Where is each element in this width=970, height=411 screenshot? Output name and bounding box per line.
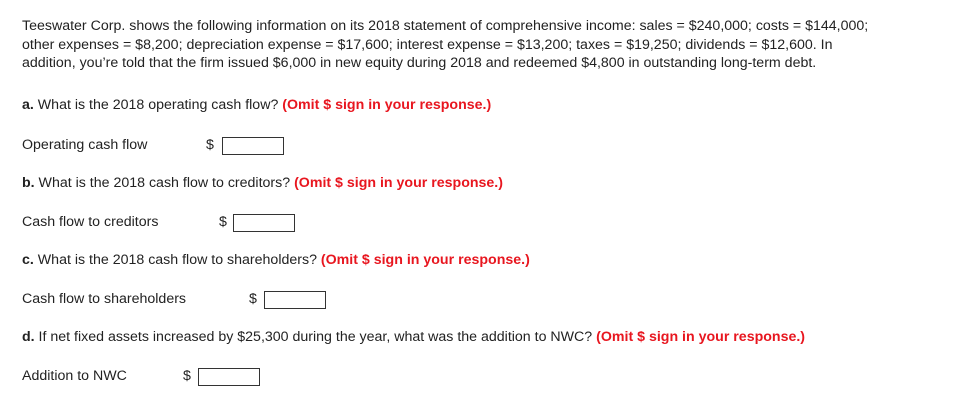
question-text: What is the 2018 cash flow to creditors? xyxy=(34,175,295,191)
question-c xyxy=(22,252,530,268)
addition-to-nwc-label: Addition to NWC xyxy=(22,368,127,384)
cash-flow-to-shareholders-input[interactable] xyxy=(264,291,326,309)
dollar-sign: $ xyxy=(249,291,257,307)
question-text: What is the 2018 cash flow to shareholders? xyxy=(33,252,321,268)
omit-dollar-note: (Omit $ sign in your response.) xyxy=(282,97,492,113)
problem-statement-line: other expenses = $8,200; depreciation expense = $17,600; interest expense = $13,200; taxes = $19,250; dividends = $12,600. In xyxy=(22,36,833,53)
question-letter: a. xyxy=(22,97,34,113)
operating-cash-flow-input[interactable] xyxy=(222,137,284,155)
dollar-sign: $ xyxy=(206,137,214,153)
question-letter: d. xyxy=(22,329,35,345)
dollar-sign: $ xyxy=(183,368,191,384)
omit-dollar-note: (Omit $ sign in your response.) xyxy=(596,329,806,345)
omit-dollar-note: (Omit $ sign in your response.) xyxy=(320,252,530,268)
question-a xyxy=(22,97,491,113)
question-b xyxy=(22,175,503,191)
question-text: If net fixed assets increased by $25,300 during the year, what was the addition to NWC? xyxy=(34,329,597,345)
problem-statement-line: Teeswater Corp. shows the following information on its 2018 statement of comprehensive income: sales = $240,000; costs = $144,000; xyxy=(22,18,869,34)
cash-flow-to-creditors-label: Cash flow to creditors xyxy=(22,214,159,230)
question-d xyxy=(22,329,805,345)
operating-cash-flow-label: Operating cash flow xyxy=(22,137,148,153)
cash-flow-to-shareholders-label: Cash flow to shareholders xyxy=(22,291,187,307)
addition-to-nwc-input[interactable] xyxy=(198,368,260,386)
dollar-sign: $ xyxy=(219,214,227,230)
question-letter: c. xyxy=(22,252,34,268)
question-text: What is the 2018 operating cash flow? xyxy=(33,97,283,113)
omit-dollar-note: (Omit $ sign in your response.) xyxy=(294,175,503,191)
problem-statement xyxy=(22,17,962,73)
question-letter: b. xyxy=(22,175,35,191)
problem-statement-line: addition, you’re told that the firm issued $6,000 in new equity during 2018 and redeemed $4,800 in outstanding long-term debt. xyxy=(22,55,817,71)
cash-flow-to-creditors-input[interactable] xyxy=(233,214,295,232)
